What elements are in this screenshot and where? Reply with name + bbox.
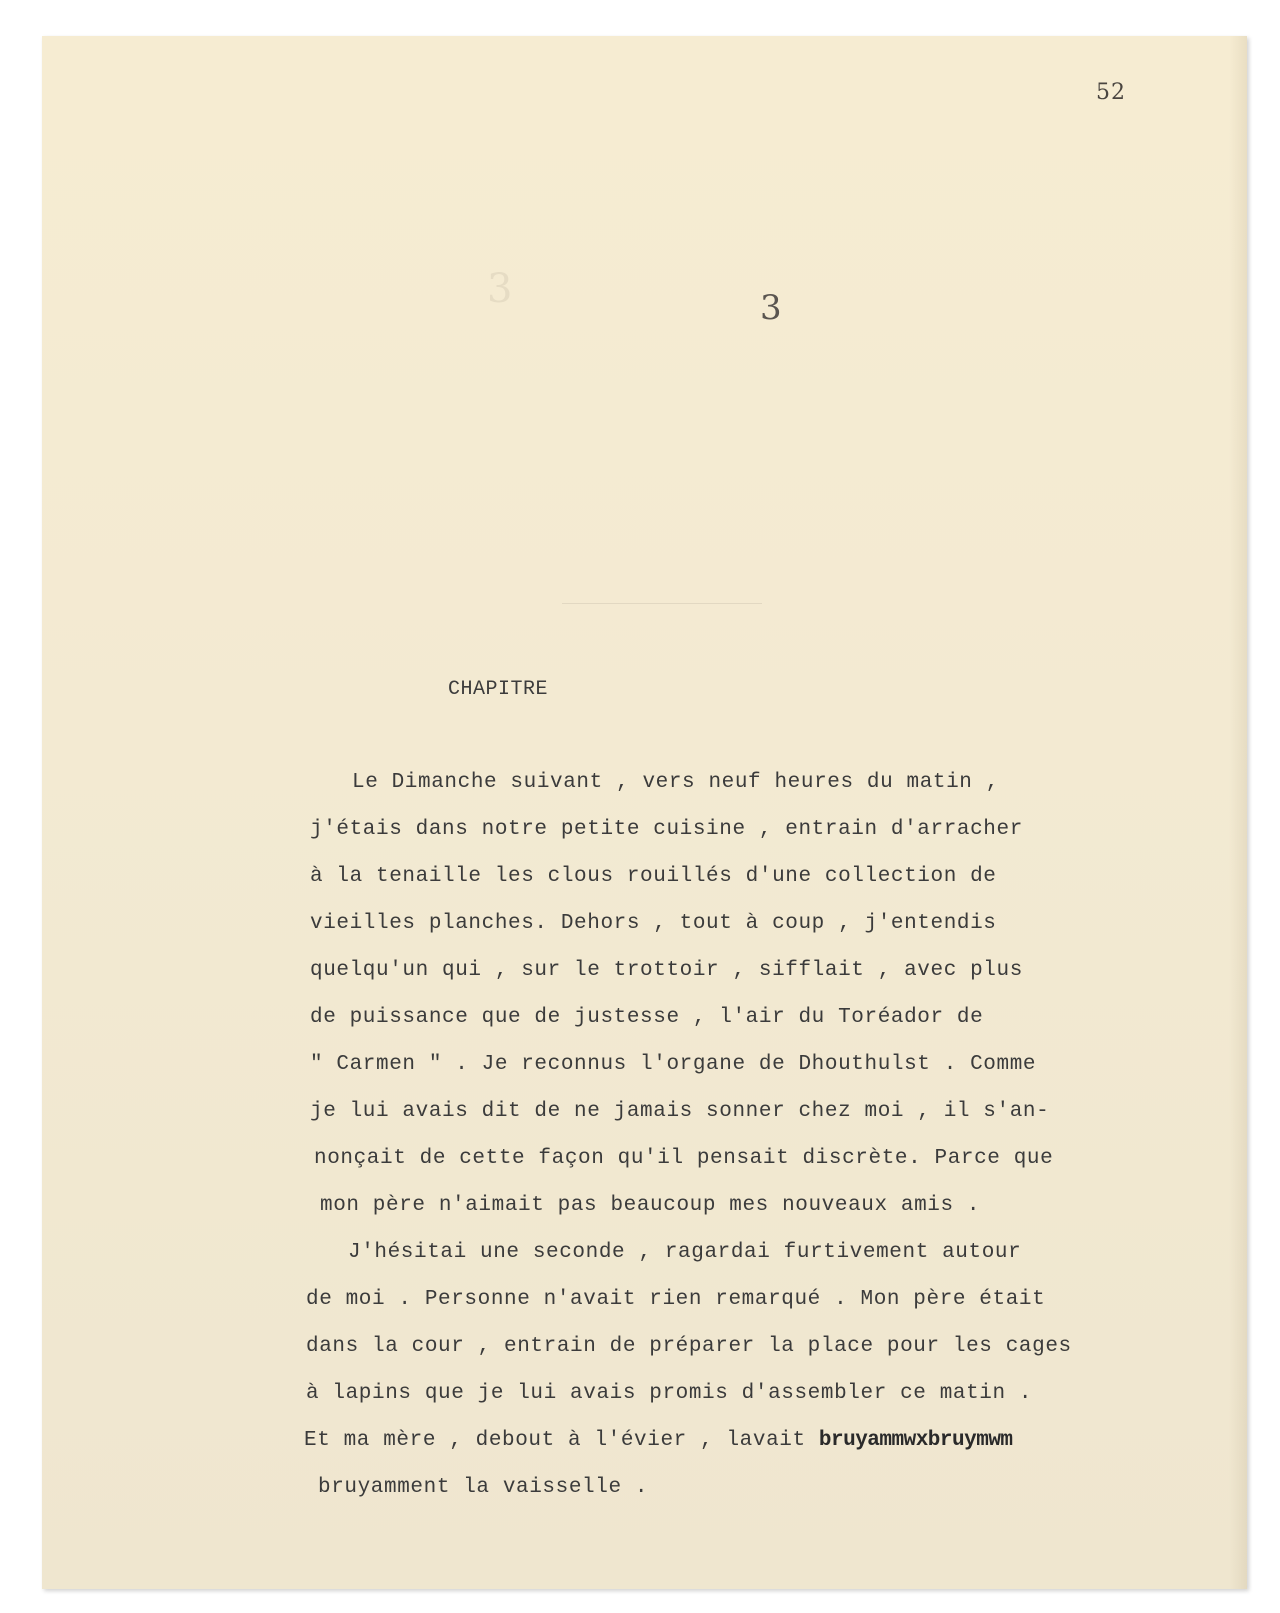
text-line: de puissance que de justesse , l'air du Toréador de (310, 1006, 984, 1029)
text-line-content: Et ma mère , debout à l'évier , lavait (304, 1429, 806, 1452)
faint-rule (562, 603, 762, 604)
text-line: bruyamment la vaisselle . (318, 1476, 649, 1499)
page-number: 52 (1096, 80, 1126, 105)
text-line: Le Dimanche suivant , vers neuf heures du matin , (352, 771, 999, 794)
chapter-numeral: 3 (760, 288, 782, 328)
text-line (304, 1429, 1013, 1452)
text-line: à la tenaille les clous rouillés d'une collection de (310, 865, 997, 888)
text-line: dans la cour , entrain de préparer la place pour les cages (306, 1335, 1072, 1358)
chapter-heading: CHAPITRE (448, 678, 549, 701)
text-line: " Carmen " . Je reconnus l'organe de Dhouthulst . Comme (310, 1053, 1037, 1076)
struck-out-word: bruyammwxbruymwm (818, 1429, 1013, 1452)
text-line: J'hésitai une seconde , ragardai furtivement autour (348, 1241, 1022, 1264)
text-line: de moi . Personne n'avait rien remarqué . Mon père était (306, 1288, 1046, 1311)
text-line: je lui avais dit de ne jamais sonner chez moi , il s'an- (310, 1100, 1050, 1123)
text-line: quelqu'un qui , sur le trottoir , sifflait , avec plus (310, 959, 1023, 982)
text-line: à lapins que je lui avais promis d'assembler ce matin . (306, 1382, 1033, 1405)
text-line: vieilles planches. Dehors , tout à coup , j'entendis (310, 912, 997, 935)
bleed-through-mark: 3 (487, 266, 513, 312)
text-line: mon père n'aimait pas beaucoup mes nouveaux amis . (320, 1194, 981, 1217)
text-line: nonçait de cette façon qu'il pensait discrète. Parce que (314, 1147, 1054, 1170)
manuscript-page (42, 36, 1247, 1589)
text-line: j'étais dans notre petite cuisine , entrain d'arracher (310, 818, 1023, 841)
